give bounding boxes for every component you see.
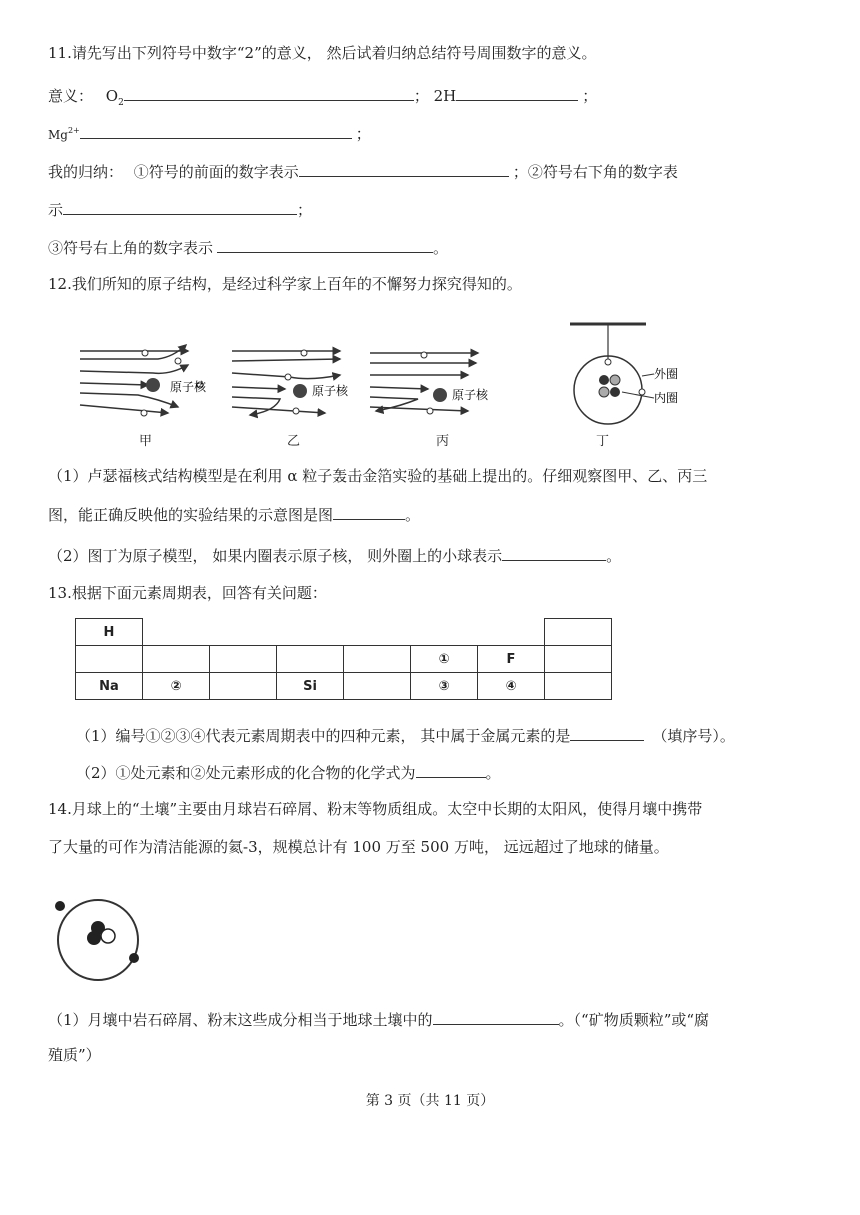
q11-summary-line-3: ③符号右上角的数字表示 。 bbox=[48, 236, 448, 259]
mg-symbol: $Mg^{2+}$ bbox=[48, 126, 80, 142]
nucleus-label-bing: 原子核 bbox=[452, 388, 489, 402]
cell-2: ② bbox=[143, 673, 210, 700]
q12-part2: （2）图丁为原子模型， 如果内圈表示原子核， 则外圈上的小球表示 。 bbox=[48, 544, 621, 567]
helium3-atom-diagram bbox=[46, 890, 156, 990]
q11-summary-line: 我的归纳： ①符号的前面的数字表示 ；②符号右下角的数字表 bbox=[48, 160, 678, 183]
q12-answer-blank-2[interactable] bbox=[502, 544, 606, 561]
q11-mg-line: $Mg^{2+}$ ； bbox=[48, 125, 371, 143]
figure-label-yi: 乙 bbox=[287, 434, 301, 449]
q14-line1: 14.月球上的“土壤”主要由月球岩石碎屑、粉末等物质组成。太空中长期的太阳风，使得月壤中携带 bbox=[48, 800, 703, 818]
atom-model-ding bbox=[560, 318, 700, 436]
inner-label: 内圈 bbox=[654, 391, 679, 405]
nucleus-dot bbox=[146, 378, 160, 392]
cell-f: F bbox=[478, 646, 545, 673]
figure-label-ding: 丁 bbox=[596, 434, 610, 449]
cell-na: Na bbox=[76, 673, 143, 700]
scattering-figure-jia bbox=[78, 335, 218, 425]
scattering-figure-bing bbox=[368, 335, 508, 425]
q13-title: 13.根据下面元素周期表，回答有关问题： bbox=[48, 584, 327, 602]
cell-1: ① bbox=[411, 646, 478, 673]
figure-label-bing: 丙 bbox=[436, 434, 450, 449]
q13-part2: （2）①处元素和②处元素形成的化合物的化学式为 。 bbox=[76, 761, 501, 784]
q13-answer-blank-2[interactable] bbox=[416, 761, 486, 778]
electron-1 bbox=[55, 901, 65, 911]
q11-summary-line-2: 示 ； bbox=[48, 198, 312, 221]
q14-part1-line2: 殖质”） bbox=[48, 1046, 101, 1064]
q12-part1-line2: 图，能正确反映他的实验结果的示意图是图 。 bbox=[48, 503, 420, 526]
q11-title: 11.请先写出下列符号中数字“2”的意义， 然后试着归纳总结符号周围数字的意义。 bbox=[48, 44, 597, 62]
scattering-figure-yi bbox=[230, 335, 370, 425]
o2-answer-blank[interactable] bbox=[124, 84, 414, 101]
q14-part1-line1: （1）月壤中岩石碎屑、粉末这些成分相当于地球土壤中的 。（“矿物质颗粒”或“腐 bbox=[48, 1008, 709, 1031]
q14-answer-blank[interactable] bbox=[433, 1008, 559, 1025]
electron-2 bbox=[129, 953, 139, 963]
outer-label: 外圈 bbox=[654, 367, 679, 381]
summary-blank-3[interactable] bbox=[217, 236, 433, 253]
cell-si: Si bbox=[277, 673, 344, 700]
page-footer: 第 3 页（共 11 页） bbox=[365, 1093, 495, 1109]
summary-blank-2[interactable] bbox=[63, 198, 297, 215]
q12-title: 12.我们所知的原子结构，是经过科学家上百年的不懈努力探究得知的。 bbox=[48, 275, 522, 293]
h2-symbol: 2H bbox=[433, 87, 457, 105]
cell-4: ④ bbox=[478, 673, 545, 700]
mg-answer-blank[interactable] bbox=[80, 128, 352, 139]
nucleus-label-yi: 原子核 bbox=[312, 384, 349, 398]
cell-blank bbox=[545, 619, 612, 646]
q12-answer-blank-1[interactable] bbox=[333, 503, 405, 520]
cell-3: ③ bbox=[411, 673, 478, 700]
proton-2 bbox=[87, 931, 101, 945]
nucleus-label-jia: 原子核 bbox=[170, 380, 207, 394]
neutron bbox=[101, 929, 115, 943]
q13-answer-blank-1[interactable] bbox=[570, 724, 644, 741]
q12-part1-line1: （1）卢瑟福核式结构模型是在利用 α 粒子轰击金箔实验的基础上提出的。仔细观察图甲、乙、丙三 bbox=[48, 467, 708, 485]
summary-blank-1[interactable] bbox=[299, 160, 509, 177]
meaning-label: 意义： bbox=[48, 87, 94, 105]
figure-label-jia: 甲 bbox=[139, 434, 153, 449]
q11-meaning-line: 意义： $O_2$ ； 2H ； bbox=[48, 84, 597, 114]
h2-answer-blank[interactable] bbox=[456, 84, 578, 101]
q13-part1: （1）编号①②③④代表元素周期表中的四种元素， 其中属于金属元素的是 （填序号）。 bbox=[76, 724, 735, 747]
q14-line2: 了大量的可作为清洁能源的氦-3，规模总计有 100 万至 500 万吨， 远远超过了地球的储量。 bbox=[48, 838, 669, 856]
cell-h: H bbox=[76, 619, 143, 646]
periodic-table bbox=[75, 618, 612, 700]
o2-symbol: $O_2$ bbox=[105, 87, 124, 108]
